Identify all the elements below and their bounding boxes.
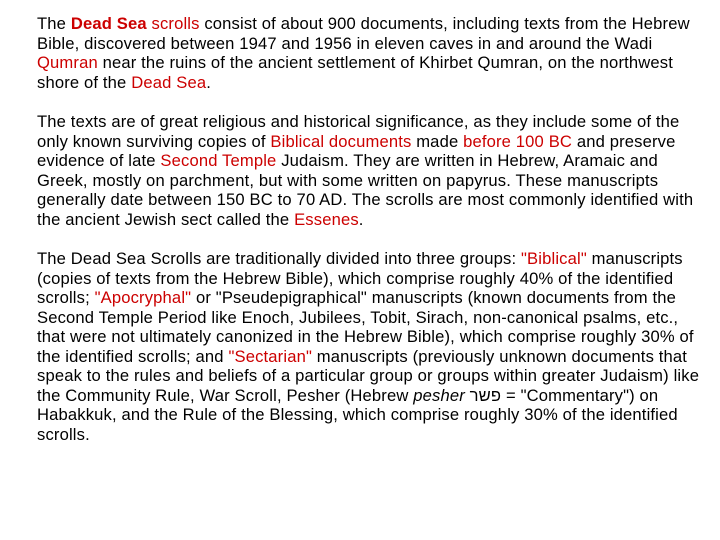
document-body [37, 14, 707, 464]
text-run: Judaism. They are written in Hebrew, Aramaic and Greek, mostly on parchment, but with some written on papyrus. These manuscripts generally date between 150 BC to 70 AD. The scrolls are most commonly identified with the ancient Jewish sect called the [37, 151, 694, 229]
text-run: . [206, 72, 211, 92]
paragraph-1 [37, 14, 707, 92]
text-run: made [411, 131, 464, 151]
text-run: pesher [413, 385, 465, 405]
text-run: consist of about 900 documents, including texts from the Hebrew Bible, discovered between 1947 and 1956 in eleven caves in and around the Wadi [37, 14, 690, 53]
text-run: manuscripts (previously unknown documents that speak to the rules and beliefs of a particular group or groups within greater Judaism) like the Community Rule, War Scroll, Pesher (Hebrew [37, 346, 700, 405]
text-run: The Dead Sea Scrolls are traditionally divided into three groups: [37, 249, 522, 268]
link-text[interactable]: before 100 BC [463, 131, 573, 151]
text-run: manuscripts (copies of texts from the Hebrew Bible), which comprise roughly 40% of the identified scrolls; [37, 249, 683, 307]
text-run: near the ruins of the ancient settlement of Khirbet Qumran, on the northwest shore of the [37, 53, 673, 92]
link-text[interactable]: scrolls [146, 14, 200, 33]
link-text[interactable]: Qumran [37, 53, 98, 72]
text-run: . [358, 209, 364, 229]
link-text[interactable]: "Biblical" [521, 249, 587, 268]
link-text[interactable]: Biblical documents [270, 131, 412, 151]
text-run: or "Pseudepigraphical" manuscripts (known documents from the Second Temple Period like Enoch, Jubilees, Tobit, Sirach, non-canonical psalms, etc., that were not ultimately canonized in the Hebrew Bible), which comprise roughly 30% of the identified scrolls; and [37, 288, 694, 366]
paragraph-2 [37, 112, 707, 229]
link-text[interactable]: "Sectarian" [228, 346, 312, 366]
link-text[interactable]: Second Temple [160, 151, 277, 170]
link-text[interactable]: Dead Sea [131, 72, 207, 92]
hebrew-word: פשר [469, 385, 502, 405]
link-text[interactable]: Dead Sea [70, 14, 147, 33]
paragraph-3 [37, 249, 707, 444]
text-run: The texts are of great religious and historical significance, as they include some of the only known surviving copies of [37, 112, 680, 151]
link-text[interactable]: Essenes [294, 209, 359, 229]
link-text[interactable]: "Apocryphal" [94, 288, 192, 307]
text-run: and preserve evidence of late [37, 131, 676, 170]
text-run: = "Commentary") on Habakkuk, and the Rule of the Blessing, which comprise roughly 30% of the identified scrolls. [37, 385, 678, 444]
text-run: The [37, 14, 71, 33]
